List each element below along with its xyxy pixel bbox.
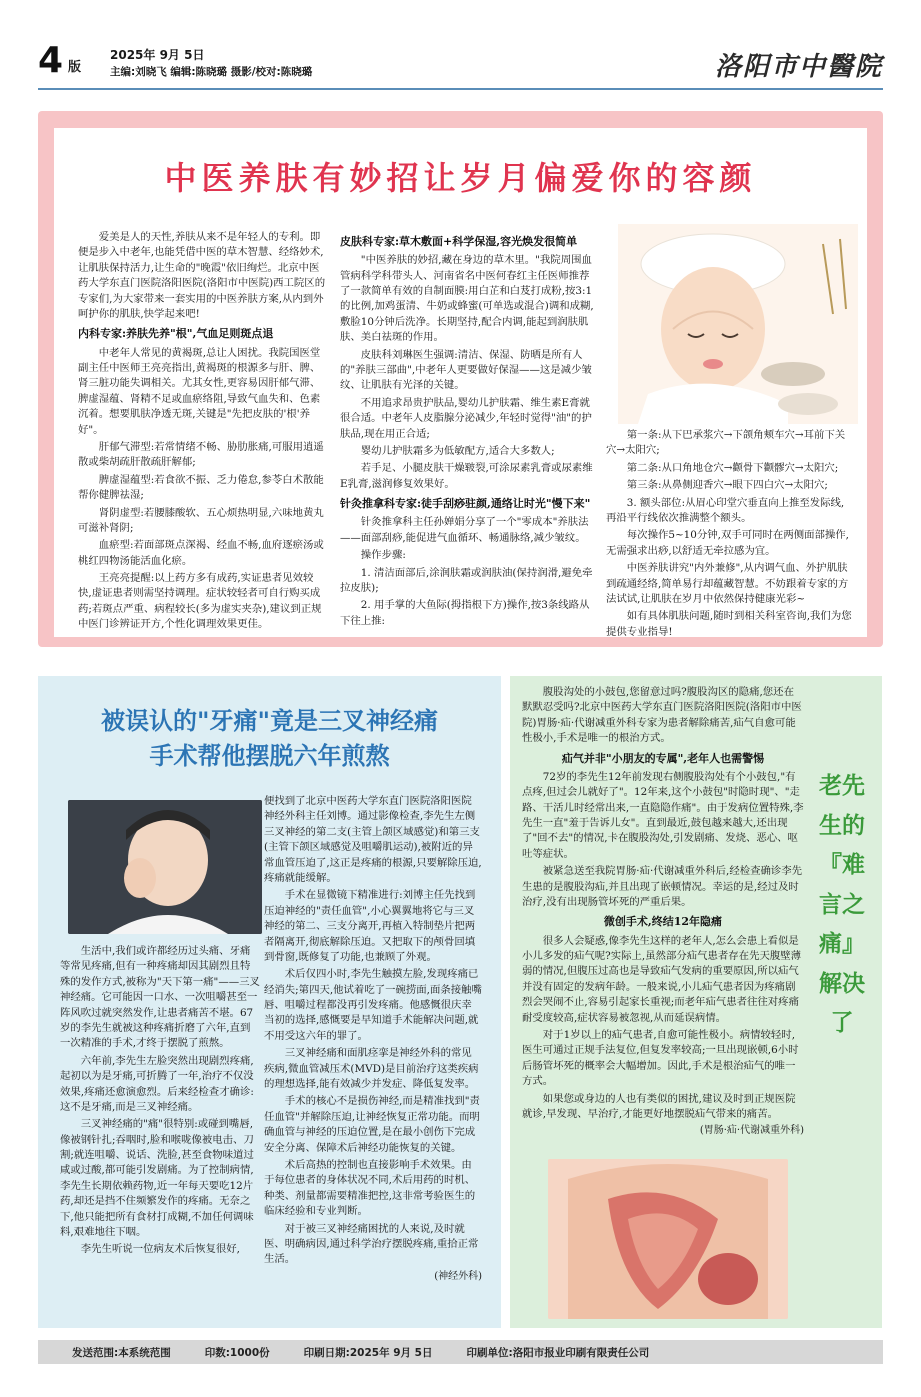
paragraph: "中医养肤的妙招,藏在身边的草木里。"我院周围血管病科学科带头人、河南省名中医何春红主任医师推荐了一款简单有效的自制面膜:用白芷和白芨打成粉,按3:1的比例,加鸡蛋清、牛奶或蜂蜜(可单选或混合)调和成糊,敷脸10分钟后洗净。长期坚持,配合内调,能起到润肤肌肤、美白祛斑的作用。 xyxy=(340,254,594,344)
paragraph: 1. 清洁面部后,涂润肤霜或润肤油(保持润滑,避免牵拉皮肤); xyxy=(340,566,593,594)
article-column-1 xyxy=(60,944,260,1260)
subheading: 针灸推拿科专家:徒手刮痧驻颜,通络让时光"慢下来" xyxy=(340,497,591,511)
department-signature: (胃肠·疝·代谢减重外科) xyxy=(699,1125,804,1137)
subheading: 皮肤科专家:草木敷面+科学保湿,容光焕发很简单 xyxy=(340,235,578,248)
paragraph: 对于被三叉神经痛困扰的人来说,及时就医、明确病因,通过科学治疗摆脱疼痛,重拾正常生活。 xyxy=(264,1222,479,1266)
subheading: 内科专家:养肤先养"根",气血足则斑点退 xyxy=(78,327,274,341)
paragraph: 若手足、小腿皮肤干燥皲裂,可涂尿素乳膏或尿素维E乳膏,滋润修复效果好。 xyxy=(340,462,593,490)
page-label: 版 xyxy=(68,60,82,75)
vertical-title: 老先生的『难言之痛』解决了 xyxy=(819,772,865,1037)
paragraph: 被紧急送至我院胃肠·疝·代谢减重外科后,经检查确诊李先生患的是腹股沟疝,并且出现了嵌顿情况。幸运的是,经过及时治疗,没有出现肠管坏死的严重后果。 xyxy=(522,865,803,908)
paragraph: 针灸推拿科主任孙婵娟分享了一个"零成本"养肤法——面部刮痧,能促进气血循环、畅通脉络,减少皱纹。 xyxy=(340,516,589,544)
paragraph: 皮肤科刘琳医生强调:清洁、保湿、防晒是所有人的"养肤三部曲",中老年人更要做好保湿——这是减少皱纹、让肌肤有光泽的关键。 xyxy=(340,348,592,392)
paragraph: 每次操作5~10分钟,双手可同时在两侧面部操作,无需强求出痧,以舒适无牵拉感为宜。 xyxy=(606,529,849,557)
paragraph: 对于1岁以上的疝气患者,自愈可能性极小。病情较轻时,医生可通过正规手法复位,但复发率较高;一旦出现嵌顿,6小时后肠管坏死的概率会大幅增加。因此,手术是根治疝气的唯一方式。 xyxy=(522,1028,799,1088)
article-column xyxy=(522,685,804,1139)
paragraph: 手术的核心不是损伤神经,而是精准找到"责任血管"并解除压迫,让神经恢复正常功能。而明确血管与神经的压迫位置,是在最小创伤下完成安全分离、保障术后神经功能恢复的关键。 xyxy=(264,1095,480,1154)
print-date: 印刷日期:2025年 9月 5日 xyxy=(303,1346,433,1359)
article-column-3 xyxy=(606,428,854,642)
paragraph: 如有具体肌肤问题,随时到相关科室咨询,我们为您提供专业指导! xyxy=(606,610,852,638)
paragraph: 手术在显微镜下精准进行:刘博主任先找到压迫神经的"责任血管",小心翼翼地将它与三叉神经的第二、三支分离开,再植入特制垫片把两者隔离开,彻底解除压迫。又把取下的颅骨回填到骨窗,既修复了功能,也兼顾了外观。 xyxy=(264,889,476,963)
paragraph: 脾虚湿蕴型:若食欲不振、乏力倦怠,参苓白术散能帮你健脾祛湿; xyxy=(78,473,324,502)
paragraph: 三叉神经痛和面肌痉挛是神经外科的常见疾病,微血管减压术(MVD)是目前治疗这类疾病的理想选择,能有效减少并发症、降低复发率。 xyxy=(264,1047,479,1091)
paragraph: 很多人会疑惑,像李先生这样的老年人,怎么会患上看似是小儿多发的疝气呢?实际上,虽然部分疝气患者存在先天腹壁薄弱的情况,但腹压过高也是导致疝气发病的重要原因,所以疝气并没有固定的发病年龄。一般来说,小儿疝气患者因为疼痛剧烈会哭闹不止,容易引起家长重视;而老年疝气患者往往对疼痛耐受度较高,症状容易被忽视,从而延误病情。 xyxy=(522,934,802,1024)
page-footer xyxy=(38,1340,883,1364)
staff-credits: 主编:刘晓飞 编辑:陈晓璐 摄影/校对:陈晓璐 xyxy=(110,66,313,78)
hernia-illustration xyxy=(548,1159,788,1319)
paragraph: 三叉神经痛的"痛"很特别:或碰到嘴唇,像被钢针扎;吞咽时,脸和喉咙像被电击、刀割;就连咀嚼、说话、洗脸,甚至食物味道过咸或过酸,都可能引发剧痛。为了控制病情,李先生长期依赖药物,近一年每天要吃12片药,却还是挡不住频繁发作的疼痛。无奈之下,他只能把所有食材打成糊,不加任何调味料,艰难地往下咽。 xyxy=(60,1118,254,1239)
page-number: 4 xyxy=(38,40,63,81)
printer: 印刷单位:洛阳市报业印刷有限责任公司 xyxy=(466,1346,650,1359)
paragraph: 中老年人常见的黄褐斑,总让人困扰。我院国医堂副主任中医师王亮亮指出,黄褐斑的根源多与肝、脾、肾三脏功能失调相关。尤其女性,更容易因肝郁气滞、脾虚湿蕴、肾精不足或血瘀络阻,导致气血失和、色素沉着。想要肌肤净透无斑,关键是"先把皮肤的'根'养好"。 xyxy=(78,346,321,436)
paragraph: 六年前,李先生左脸突然出现剧烈疼痛,起初以为是牙痛,可折腾了一年,治疗不仅没效果,疼痛还愈演愈烈。后来经检查才确诊:这不是牙痛,而是三叉神经痛。 xyxy=(60,1054,254,1113)
article-title: 中医养肤有妙招让岁月偏爱你的容颜 xyxy=(164,159,757,197)
paragraph: 肝郁气滞型:若常情绪不畅、胁肋胀痛,可服用逍遥散或柴胡疏肝散疏肝解郁; xyxy=(78,440,324,469)
paragraph: 腹股沟处的小鼓包,您留意过吗?腹股沟区的隐痛,您还在默默忍受吗?北京中医药大学东直门医院洛阳医院(洛阳市中医院)胃肠·疝·代谢减重外科专家为患者解除痛苦,疝气自愈可能性极小,手术是唯一的根治方式。 xyxy=(522,686,802,745)
article-skincare-frame xyxy=(38,111,883,647)
distribution-range: 发送范围:本系统范围 xyxy=(72,1346,171,1359)
skincare-illustration xyxy=(618,224,858,424)
paragraph: 第二条:从口角地仓穴→颧骨下颧髎穴→太阳穴; xyxy=(626,461,839,474)
paragraph: 第一条:从下巴承浆穴→下颌角颊车穴→耳前下关穴→太阳穴; xyxy=(606,429,846,457)
paragraph: 生活中,我们或许都经历过头痛、牙痛等常见疼痛,但有一种疼痛却因其剧烈且特殊的发作方式,被称为"天下第一痛"——三叉神经痛。它可能因一口水、一次咀嚼甚至一阵风吹过就突然发作,让患者痛苦不堪。67岁的李先生就被这种疼痛折磨了六年,直到一次精准的手术,才终于摆脱了煎熬。 xyxy=(60,945,260,1050)
subheading: 疝气并非"小朋友的专属",老年人也需警惕 xyxy=(561,751,765,765)
title-line-1: 被误认的"牙痛"竟是三叉神经痛 xyxy=(100,707,438,735)
paragraph: 第三条:从鼻侧迎香穴→眼下四白穴→太阳穴; xyxy=(626,479,828,492)
article-skincare xyxy=(54,128,867,637)
paragraph: 2. 用手掌的大鱼际(拇指根下方)操作,按3条线路从下往上推: xyxy=(340,599,590,627)
paragraph: 3. 额头部位:从眉心印堂穴垂直向上推至发际线,再沿平行线依次推满整个额头。 xyxy=(606,496,845,524)
department-signature: (神经外科) xyxy=(434,1270,482,1282)
paragraph: 如果您或身边的人也有类似的困扰,建议及时到正规医院就诊,早发现、早治疗,才能更好地摆脱疝气带来的痛苦。 xyxy=(522,1092,796,1120)
paragraph: 婴幼儿护肤霜多为低敏配方,适合大多数人; xyxy=(360,444,555,457)
paragraph: 术后高热的控制也直接影响手术效果。由于每位患者的身体状况不同,术后用药的时机、种类、剂量都需要精准把控,这非常考验医生的临床经验和专业判断。 xyxy=(264,1158,476,1218)
toothache-photo xyxy=(68,800,262,934)
page-header xyxy=(38,40,883,90)
paragraph: 术后仅四小时,李先生触摸左脸,发现疼痛已经消失;第四天,他试着吃了一碗捞面,面条接触嘴唇、咀嚼过程都没再引发疼痛。他感慨很庆幸当初的选择,感慨要是早知道手术能解决问题,就不用受这六年的罪了。 xyxy=(264,968,482,1042)
paragraph: 李先生听说一位病友术后恢复很好, xyxy=(80,1243,240,1256)
paragraph: 中医养肤讲究"内外兼修",从内调气血、外护肌肤到疏通经络,简单易行却蕴藏智慧。不妨跟着专家的方法试试,让肌肤在岁月中依然保持健康光彩~ xyxy=(606,562,849,605)
article-column-2 xyxy=(340,230,595,631)
paragraph: 爱美是人的天性,养肤从来不是年轻人的专利。即便是步入中老年,也能凭借中医的草木智慧、经络妙术,让肌肤保持活力,让生命的"晚霞"依旧绚烂。北京中医药大学东直门医院洛阳医院(洛阳市中医院)西工院区的专家们,为大家带来一套实用的中医养肤方案,从内到外呵护你的肌肤,快学起来吧! xyxy=(78,231,326,320)
hospital-logo: 洛阳市中醫院 xyxy=(714,52,883,82)
paragraph: 王亮亮提醒:以上药方多有成药,实证患者见效较快,虚证患者则需坚持调理。症状较轻者可自行购买成药;若斑点严重、病程较长(多为虚实夹杂),建议到正规中医门诊辨证开方,个性化调理效果更佳。 xyxy=(78,572,322,631)
article-hernia xyxy=(510,676,882,1328)
paragraph: 不用追求昂贵护肤品,婴幼儿护肤霜、维生素E膏就很合适。中老年人皮脂腺分泌减少,年轻时觉得"油"的护肤品,现在用正合适; xyxy=(340,396,592,440)
paragraph: 便找到了北京中医药大学东直门医院洛阳医院神经外科主任刘博。通过影像检查,李先生左侧三叉神经的第二支(主管上颌区域感觉)和第三支(主管下颌区域感觉及咀嚼肌运动),被附近的异常血管压迫了,这正是疼痛的根源,只要解除压迫,疼痛就能缓解。 xyxy=(264,795,482,884)
article-column-2 xyxy=(264,794,482,1285)
issue-date: 2025年 9月 5日 xyxy=(110,48,205,62)
paragraph: 血瘀型:若面部斑点深褐、经血不畅,血府逐瘀汤或桃红四物汤能活血化瘀。 xyxy=(78,539,324,567)
paragraph: 72岁的李先生12年前发现右侧腹股沟处有个小鼓包,"有点疼,但过会儿就好了"。12年来,这个小鼓包"时隐时现"、"走路、干活儿时经常出来,一直隐隐作痛"。由于发病位置特殊,李先生一直"羞于告诉儿女"。直到最近,鼓包越来越大,还出现了"回不去"的情况,卡在腹股沟处,引发剧痛、发烧、恶心、呕吐等症状。 xyxy=(522,770,804,860)
subheading: 微创手术,终结12年隐痛 xyxy=(603,915,723,929)
article-trigeminal xyxy=(38,676,501,1328)
paragraph: 操作步骤: xyxy=(360,549,406,562)
paragraph: 肾阴虚型:若腰膝酸软、五心烦热明显,六味地黄丸可滋补肾阴; xyxy=(78,506,324,534)
title-line-2: 手术帮他摆脱六年煎熬 xyxy=(149,741,390,770)
article-title xyxy=(38,704,501,774)
article-column-1 xyxy=(78,230,326,635)
print-copies: 印数:1000份 xyxy=(204,1346,270,1359)
